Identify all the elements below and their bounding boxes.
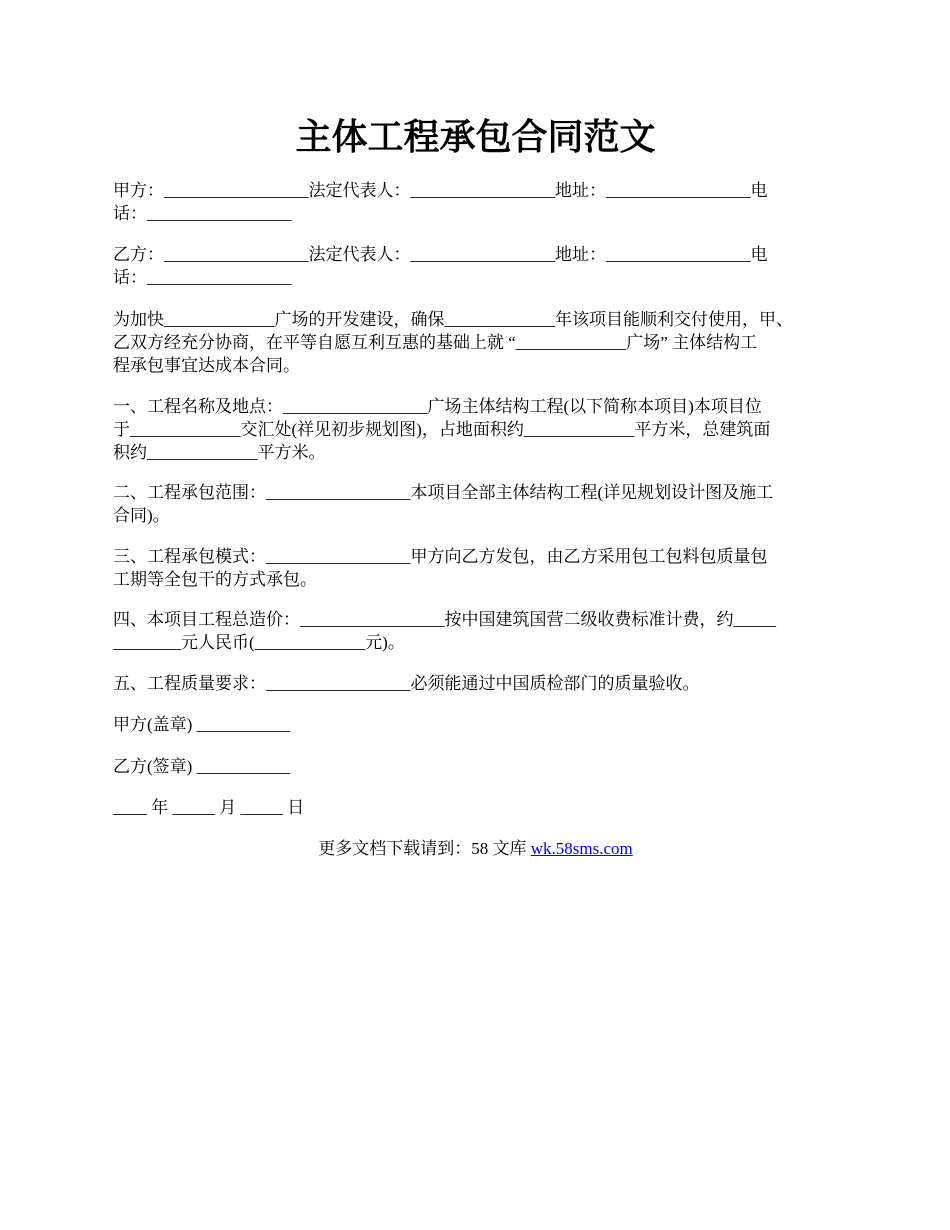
clause-4-line-2: ________元人民币(_____________元)。 [113, 633, 405, 652]
party-a-line-1: 甲方：_________________法定代表人：_________________地址：_________________电 [113, 181, 768, 200]
intro-line-2: 乙双方经充分协商，在平等自愿互利互惠的基础上就 “_____________广场” 主体结构工 [113, 333, 758, 352]
party-b-line-1: 乙方：_________________法定代表人：_________________地址：_________________电 [113, 245, 768, 264]
intro-line-1: 为加快_____________广场的开发建设，确保_____________年该项目能顺利交付使用，甲、 [113, 310, 793, 329]
document-title: 主体工程承包合同范文 [295, 117, 656, 157]
signature-party-b: 乙方(签章) ___________ [113, 757, 291, 776]
date-line: ____ 年 _____ 月 _____ 日 [113, 798, 305, 817]
clause-3-line-2: 工期等全包干的方式承包。 [113, 570, 317, 589]
party-b-line-2: 话：_________________ [113, 268, 292, 287]
intro-line-3: 程承包事宜达成本合同。 [113, 356, 300, 375]
clause-2-line-2: 合同)。 [113, 506, 170, 525]
clause-5-line-1: 五、工程质量要求：_________________必须能通过中国质检部门的质量验收。 [113, 674, 700, 693]
clause-2-line-1: 二、工程承包范围：_________________本项目全部主体结构工程(详见规划设计图及施工 [113, 483, 774, 502]
footer-text: 更多文档下载请到：58 文库 [318, 839, 531, 858]
signature-party-a: 甲方(盖章) ___________ [113, 715, 291, 734]
clause-1-line-2: 于_____________交汇处(祥见初步规划图)，占地面积约_____________平方米，总建筑面 [113, 420, 771, 439]
footer [113, 838, 838, 860]
clause-1-line-3: 积约_____________平方米。 [113, 443, 326, 462]
party-a-line-2: 话：_________________ [113, 204, 292, 223]
clause-4-line-1: 四、本项目工程总造价：_________________按中国建筑国营二级收费标准计费，约_____ [113, 610, 776, 629]
clause-3-line-1: 三、工程承包模式：_________________甲方向乙方发包，由乙方采用包工包料包质量包 [113, 547, 768, 566]
clause-1-line-1: 一、工程名称及地点：_________________广场主体结构工程(以下简称本项目)本项目位 [113, 397, 762, 416]
footer-link[interactable]: wk.58sms.com [530, 839, 633, 858]
